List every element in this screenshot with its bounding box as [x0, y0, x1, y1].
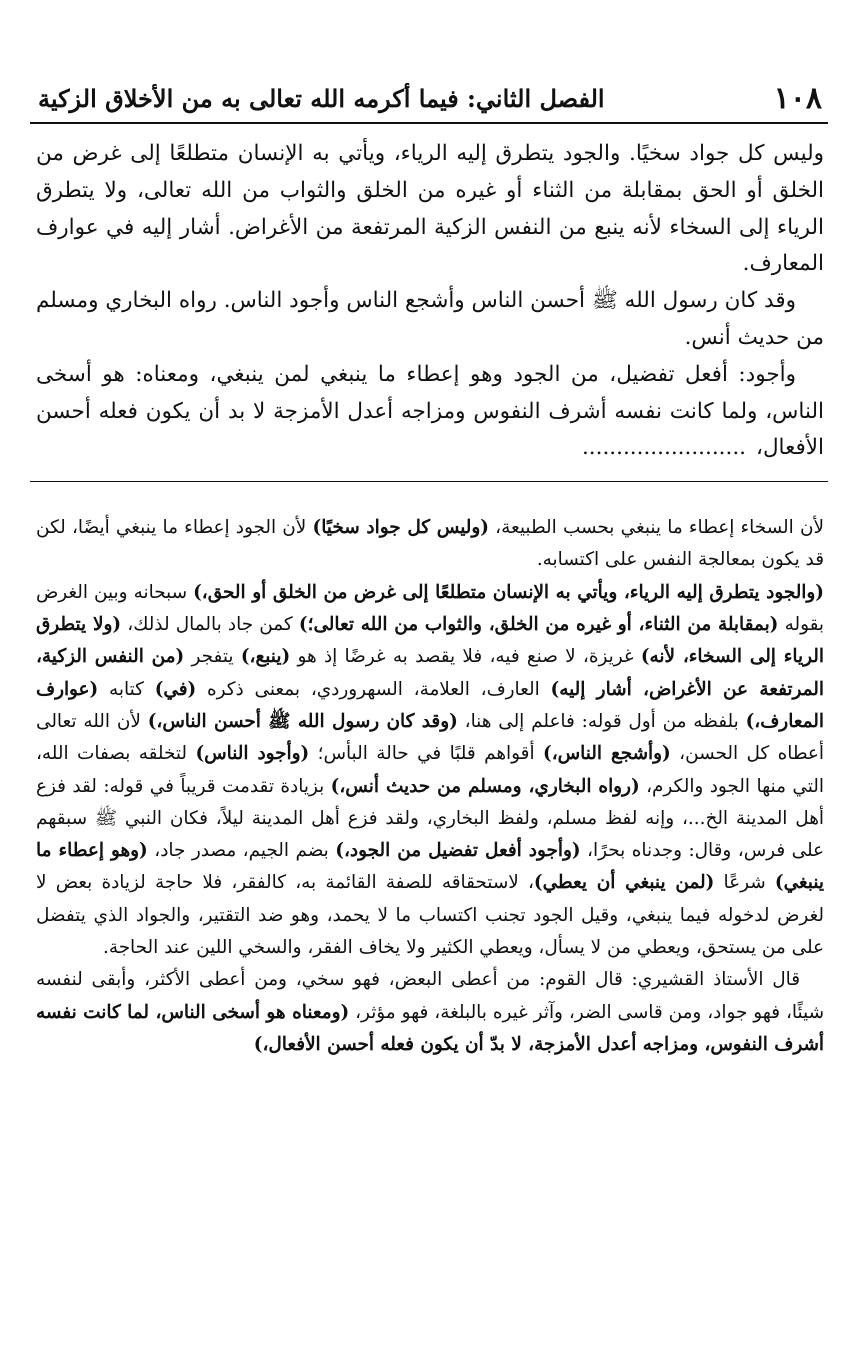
- page-number: ١٠٨: [773, 81, 822, 116]
- commentary-text-span: بلفظه من أول قوله: فاعلم إلى هنا،: [457, 710, 746, 732]
- page-header: [30, 56, 828, 114]
- main-paragraph-3-text: وأجود: أفعل تفضيل، من الجود وهو إعطاء ما ينبغي لمن ينبغي، ومعناه: هو أسخى الناس، ولما كانت نفسه أشرف النفوس ومزاجه أعدل الأمزجة لا بد أن يكون فعله أحسن الأفعال،: [36, 361, 824, 461]
- matn-quote: (وليس كل جواد سخيًا): [312, 517, 489, 539]
- main-paragraph-2: وقد كان رسول الله ﷺ أحسن الناس وأشجع الناس وأجود الناس. رواه البخاري ومسلم من حديث أنس.: [36, 288, 824, 350]
- continuation-dots: ........................: [581, 435, 746, 461]
- matn-quote: (ينبع،): [240, 646, 291, 668]
- commentary-text-span: بضم الجيم، مصدر جاد،: [147, 840, 336, 862]
- commentary-text-span: شرعًا: [714, 872, 775, 894]
- commentary-text-span: كمن جاد بالمال لذلك،: [121, 614, 299, 636]
- matn-quote: (وأشجع الناس،): [543, 743, 671, 765]
- matn-quote: (وهو إعطاء ما ينبغي): [36, 840, 824, 894]
- matn-quote: (عوارف المعارف،): [36, 678, 825, 732]
- matn-quote: (في): [154, 678, 197, 700]
- matn-quote: (ولا يتطرق الرياء إلى السخاء، لأنه): [36, 614, 824, 668]
- commentary-text-span: بزيادة تقدمت قريباً في قوله: لقد فزع أهل المدينة الخ...، وإنه لفظ مسلم، ولفظ البخاري، ولقد فزع أهل المدينة ليلاً، فكان النبي ﷺ سبقهم على فرس، وقال: وجدناه بحرًا،: [36, 775, 825, 862]
- commentary-paragraph-2: [36, 577, 824, 965]
- commentary-paragraph-3: [36, 964, 824, 1061]
- commentary-text: [30, 482, 828, 1061]
- matn-quote: (والجود يتطرق إليه الرياء، ويأتي به الإنسان متطلعًا إلى غرض من الخلق أو الحق،): [193, 581, 825, 603]
- main-paragraph-3: [36, 357, 824, 467]
- matn-quote: (بمقابلة من الثناء، أو غيره من الخلق، والثواب من الله تعالى؛): [298, 614, 779, 636]
- matn-quote: (من النفس الزكية، المرتفعة عن الأغراض، أشار إليه): [36, 646, 824, 700]
- commentary-text-span: أقواهم قلبًا في حالة البأس؛: [309, 743, 543, 765]
- matn-quote: (ومعناه هو أسخى الناس، لما كانت نفسه أشرف النفوس، ومزاجه أعدل الأمزجة، لا بدّ أن يكون فعله أحسن الأفعال،): [36, 1001, 824, 1055]
- main-paragraph-1: وليس كل جواد سخيًا. والجود يتطرق إليه الرياء، ويأتي به الإنسان متطلعًا إلى غرض من الخلق أو الحق بمقابلة من الثناء أو غيره من الخلق والثواب من الله تعالى، ولا يتطرق الرياء إلى السخاء لأنه ينبع من النفس الزكية المرتفعة من الأغراض. أشار إليه في عوارف المعارف.: [36, 141, 825, 277]
- commentary-text-span: لأن الجود إعطاء ما ينبغي أيضًا، لكن قد يكون بمعالجة النفس على اكتسابه.: [36, 517, 824, 571]
- commentary-text-span: العارف، العلامة، السهروردي، بمعنى ذكره: [196, 678, 551, 700]
- matn-quote: (وأجود أفعل تفضيل من الجود،): [335, 840, 581, 862]
- running-title: الفصل الثاني: فيما أكرمه الله تعالى به من الأخلاق الزكية: [38, 84, 605, 114]
- commentary-text-span: غريزة، لا صنع فيه، فلا يقصد به غرضًا إذ هو: [290, 646, 641, 668]
- matn-quote: (وقد كان رسول الله ﷺ أحسن الناس،): [147, 710, 458, 732]
- commentary-paragraph-1: [36, 512, 824, 577]
- commentary-text-span: كتابه: [98, 678, 155, 700]
- matn-quote: (لمن ينبغي أن يعطي): [533, 872, 715, 894]
- main-text: [30, 124, 828, 467]
- commentary-text-span: قال الأستاذ القشيري: قال القوم: من أعطى البعض، فهو سخي، ومن أعطى الأكثر، وأبقى لنفسه شيئًا، فهو جواد، ومن قاسى الضر، وآثر غيره بالبلغة، فهو مؤثر،: [36, 969, 824, 1023]
- matn-quote: (وأجود الناس): [195, 743, 310, 765]
- commentary-text-span: لأن الله تعالى أعطاه كل الحسن،: [36, 710, 825, 765]
- commentary-text-span: لأن السخاء إعطاء ما ينبغي بحسب الطبيعة،: [488, 517, 824, 539]
- commentary-text-span: سبحانه وبين الغرض بقوله: [36, 581, 824, 636]
- commentary-text-span: لتخلقه بصفات الله، التي منها الجود والكرم،: [36, 743, 824, 797]
- matn-quote: (رواه البخاري، ومسلم من حديث أنس،): [330, 775, 640, 797]
- commentary-text-span: يتفجر: [184, 646, 241, 668]
- commentary-text-span: ، لاستحقاقه للصفة القائمة به، كالفقر، فلا حاجة لزيادة بعض لا لغرض لدخوله فيما ينبغي، وقيل الجود تجنب اكتساب ما لا يحمد، وهو ضد التقتير، والجواد الذي يتفضل على من يستحق، ويعطي من لا يسأل، ويعطي الكثير ولا يخاف الفقر، والسخي اللين عند الحاجة.: [36, 872, 824, 959]
